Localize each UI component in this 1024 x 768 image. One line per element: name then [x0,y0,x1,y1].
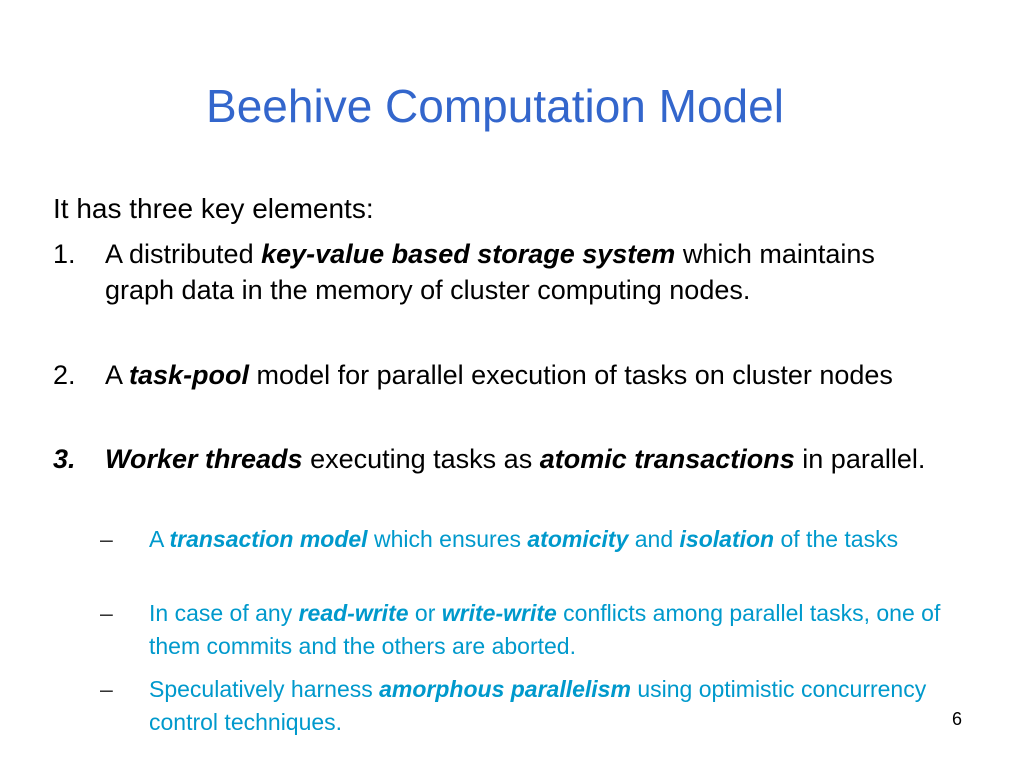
text-run: model for parallel execution of tasks on cluster nodes [249,360,893,390]
text-run: A distributed [105,239,262,269]
emphasis-text: isolation [679,526,775,552]
slide-title: Beehive Computation Model [206,80,784,132]
text-run: which ensures [367,526,528,552]
sub-list-item-3 [100,673,970,739]
list-number: 1. [53,239,76,269]
sub-list-item-text [149,597,970,663]
text-run: using optimistic concurrency control techniques. [149,676,927,735]
text-run: Speculatively harness [149,676,380,702]
dash-bullet: – [100,676,113,702]
list-number: 3. [53,444,76,474]
list-number: 2. [53,360,76,390]
emphasis-text: Worker threads [105,444,303,474]
text-run: A [105,360,130,390]
list-item-2 [53,357,943,393]
text-run: and [628,526,680,552]
text-run: A [149,526,170,552]
emphasis-text: read-write [298,600,409,626]
emphasis-text: write-write [441,600,557,626]
emphasis-text: amorphous parallelism [379,676,631,702]
sub-list-item-text [149,673,970,739]
list-item-3 [53,441,943,477]
text-run: in parallel. [794,444,926,474]
dash-bullet: – [100,526,113,552]
text-run: executing tasks as [302,444,540,474]
emphasis-text: transaction model [169,526,368,552]
text-run: or [408,600,442,626]
list-item-text [105,441,943,477]
list-item-text [105,357,943,393]
list-item-1 [53,236,943,308]
text-run: In case of any [149,600,299,626]
text-run: which maintains graph data in the memory of cluster computing nodes. [105,239,875,305]
emphasis-text: atomic transactions [539,444,795,474]
text-run: of the tasks [774,526,899,552]
sub-list-item-1 [100,523,970,556]
emphasis-text: key-value based storage system [261,239,676,269]
dash-bullet: – [100,600,113,626]
list-item-text [105,236,943,308]
page-number: 6 [951,709,962,729]
text-run: conflicts among parallel tasks, one of them commits and the others are aborted. [149,600,941,659]
intro-text: It has three key elements: [53,193,374,224]
emphasis-text: task-pool [129,360,250,390]
sub-list-item-2 [100,597,970,663]
sub-list-item-text [149,523,970,556]
emphasis-text: atomicity [527,526,629,552]
